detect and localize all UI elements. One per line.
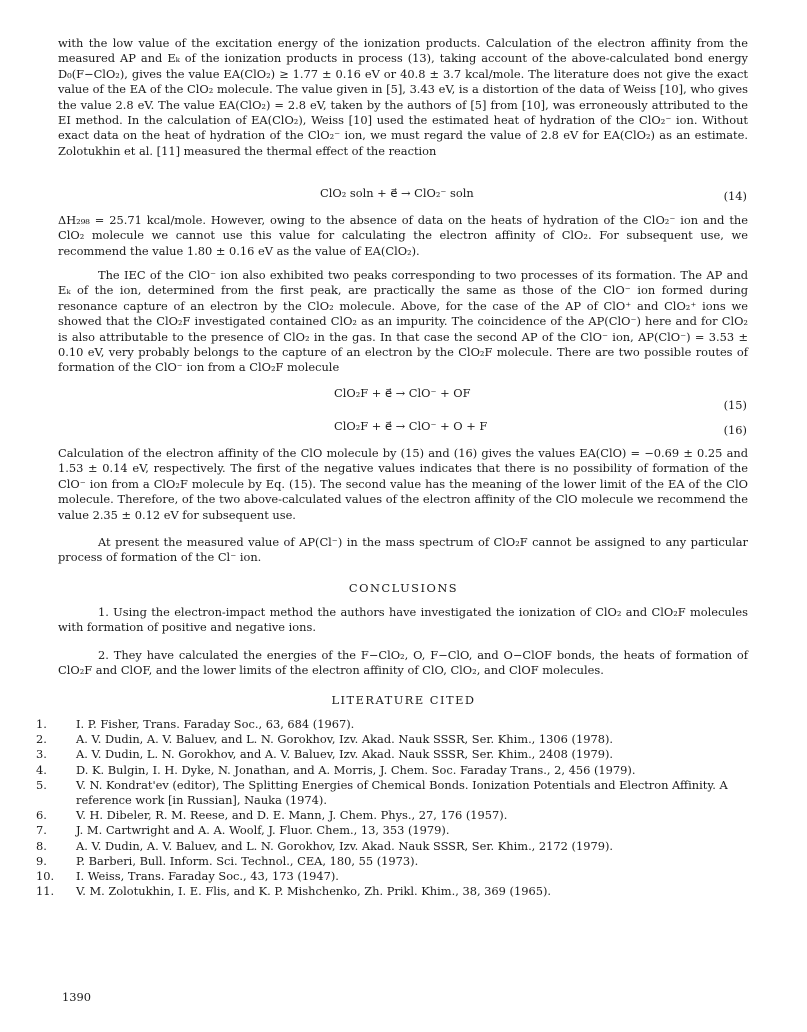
reference-text: V. M. Zolotukhin, I. E. Flis, and K. P. Mishchenko, Zh. Prikl. Khim., 38, 369 (1965). <box>76 884 552 899</box>
paragraph-text: At present the measured value of AP(Cl⁻) in the mass spectrum of ClO₂F cannot be assigned to any particular process of formation of the Cl⁻ ion. <box>58 535 748 565</box>
reference-item <box>36 869 756 884</box>
reference-text: J. M. Cartwright and A. A. Woolf, J. Fluor. Chem., 13, 353 (1979). <box>76 823 450 838</box>
reference-text: A. V. Dudin, L. N. Gorokhov, and A. V. Baluev, Izv. Akad. Nauk SSSR, Ser. Khim., 2408 (1979). <box>76 747 614 762</box>
reference-number: 8. <box>36 838 47 853</box>
equation-14: ClO₂ soln + e⃗ → ClO₂⁻ soln <box>320 186 474 200</box>
reference-number: 11. <box>36 884 55 899</box>
paragraph-text: ΔH₂₉₈ = 25.71 kcal/mole. However, owing to the absence of data on the heats of hydration of the ClO₂⁻ ion and the ClO₂ molecule we cannot use this value for calculating the electron affinity of ClO₂. For subsequent use, we recommend the value 1.80 ± 0.16 eV as the value of EA(ClO₂). <box>58 213 748 258</box>
reference-text: V. N. Kondrat'ev (editor), The Splitting Energies of Chemical Bonds. Ionization Potentials and Electron Affinity. A reference work [in Russian], Nauka (1974). <box>76 777 728 808</box>
reference-item <box>36 732 756 747</box>
reference-item <box>36 717 756 732</box>
equation-15-number: (15) <box>723 398 747 412</box>
paragraph-text: with the low value of the excitation energy of the ionization products. Calculation of the electron affinity from the measured AP and Eₖ of the ionization products in process (13), taking account of the above-calculated bond energy D₀(F−ClO₂), gives the value EA(ClO₂) ≥ 1.77 ± 0.16 eV or 40.8 ± 3.7 kcal/mole. The literature does not give the exact value of the EA of the ClO₂ molecule. The value given in [5], 3.43 eV, is a distortion of the data of Weiss [10], who gives the value 2.8 eV. The value EA(ClO₂) = 2.8 eV, taken by the authors of [5] from [10], was erroneously attributed to the EI method. In the calculation of EA(ClO₂), Weiss [10] used the estimated heat of hydration of the ClO₂⁻ ion. Without exact data on the heat of hydration of the ClO₂⁻ ion, we must regard the value of 2.8 eV for EA(ClO₂) as an estimate. Zolotukhin et al. [11] measured the thermal effect of the reaction <box>58 36 748 158</box>
paragraph-2 <box>58 213 748 259</box>
paragraph-text: Calculation of the electron affinity of the ClO molecule by (15) and (16) gives the values EA(ClO) = −0.69 ± 0.25 and 1.53 ± 0.14 eV, respectively. The first of the negative values indicates that there is no possibility of formation of the ClO⁻ ion from a ClO₂F molecule by Eq. (15). The second value has the meaning of the lower limit of the EA of the ClO molecule. Therefore, of the two above-calculated values of the electron affinity of the ClO molecule we recommend the value 2.35 ± 0.12 eV for subsequent use. <box>58 446 748 522</box>
paragraph-text: 2. They have calculated the energies of the F−ClO₂, O, F−ClO, and O−ClOF bonds, the heats of formation of ClO₂F and ClOF, and the lower limits of the electron affinity of ClO, ClO₂, and ClOF molecules. <box>58 648 748 678</box>
reference-item <box>36 763 756 778</box>
literature-heading: LITERATURE CITED <box>331 693 476 707</box>
page-number: 1390 <box>62 990 91 1004</box>
equation-14-number: (14) <box>723 189 747 203</box>
reference-item <box>36 778 756 808</box>
reference-text: P. Barberi, Bull. Inform. Sci. Technol., CEA, 180, 55 (1973). <box>76 853 419 868</box>
paragraph-3 <box>58 268 748 376</box>
paragraph-text: 1. Using the electron-impact method the authors have investigated the ionization of ClO₂ and ClO₂F molecules with formation of positive and negative ions. <box>58 605 748 635</box>
reference-number: 3. <box>36 747 47 762</box>
reference-text: D. K. Bulgin, I. H. Dyke, N. Jonathan, and A. Morris, J. Chem. Soc. Faraday Trans., 2, 456 (1979). <box>76 762 636 777</box>
reference-number: 4. <box>36 762 47 777</box>
reference-text: I. Weiss, Trans. Faraday Soc., 43, 173 (1947). <box>76 869 339 884</box>
reference-text: A. V. Dudin, A. V. Baluev, and L. N. Gorokhov, Izv. Akad. Nauk SSSR, Ser. Khim., 1306 (1978). <box>76 732 614 747</box>
reference-item <box>36 839 756 854</box>
reference-item <box>36 823 756 838</box>
equation-16: ClO₂F + e⃗ → ClO⁻ + O + F <box>334 419 488 433</box>
conclusion-2 <box>58 648 748 679</box>
reference-text: A. V. Dudin, A. V. Baluev, and L. N. Gorokhov, Izv. Akad. Nauk SSSR, Ser. Khim., 2172 (1979). <box>76 838 614 853</box>
reference-item <box>36 854 756 869</box>
reference-item <box>36 747 756 762</box>
equation-16-number: (16) <box>723 423 747 437</box>
reference-list <box>36 717 756 899</box>
reference-number: 9. <box>36 853 47 868</box>
reference-number: 1. <box>36 717 47 731</box>
paragraph-5 <box>58 535 748 566</box>
paragraph-4 <box>58 446 748 523</box>
reference-number: 5. <box>36 777 47 792</box>
reference-number: 2. <box>36 732 47 747</box>
reference-item <box>36 808 756 823</box>
reference-number: 6. <box>36 808 47 823</box>
reference-text: I. P. Fisher, Trans. Faraday Soc., 63, 684 (1967). <box>76 717 355 731</box>
paragraph-text: The IEC of the ClO⁻ ion also exhibited two peaks corresponding to two processes of its formation. The AP and Eₖ of the ion, determined from the first peak, are practically the same as those of the ClO⁻ ion formed during resonance capture of an electron by the ClO₂ molecule. Above, for the case of the AP of ClO⁺ and ClO₂⁺ ions we showed that the ClO₂F investigated contained ClO₂ as an impurity. The coincidence of the AP(ClO⁻) here and for ClO₂ is also attributable to the presence of ClO₂ in the gas. In that case the second AP of the ClO⁻ ion, AP(ClO⁻) = 3.53 ± 0.10 eV, very probably belongs to the capture of an electron by the ClO₂F molecule. There are two possible routes of formation of the ClO⁻ ion from a ClO₂F molecule <box>58 268 748 375</box>
conclusion-1 <box>58 605 748 636</box>
reference-number: 7. <box>36 823 47 838</box>
paragraph-intro <box>58 36 748 159</box>
reference-number: 10. <box>36 869 55 884</box>
reference-item <box>36 884 756 899</box>
equation-15: ClO₂F + e⃗ → ClO⁻ + OF <box>334 386 471 400</box>
conclusions-heading: CONCLUSIONS <box>348 581 459 595</box>
reference-text: V. H. Dibeler, R. M. Reese, and D. E. Mann, J. Chem. Phys., 27, 176 (1957). <box>76 808 508 823</box>
